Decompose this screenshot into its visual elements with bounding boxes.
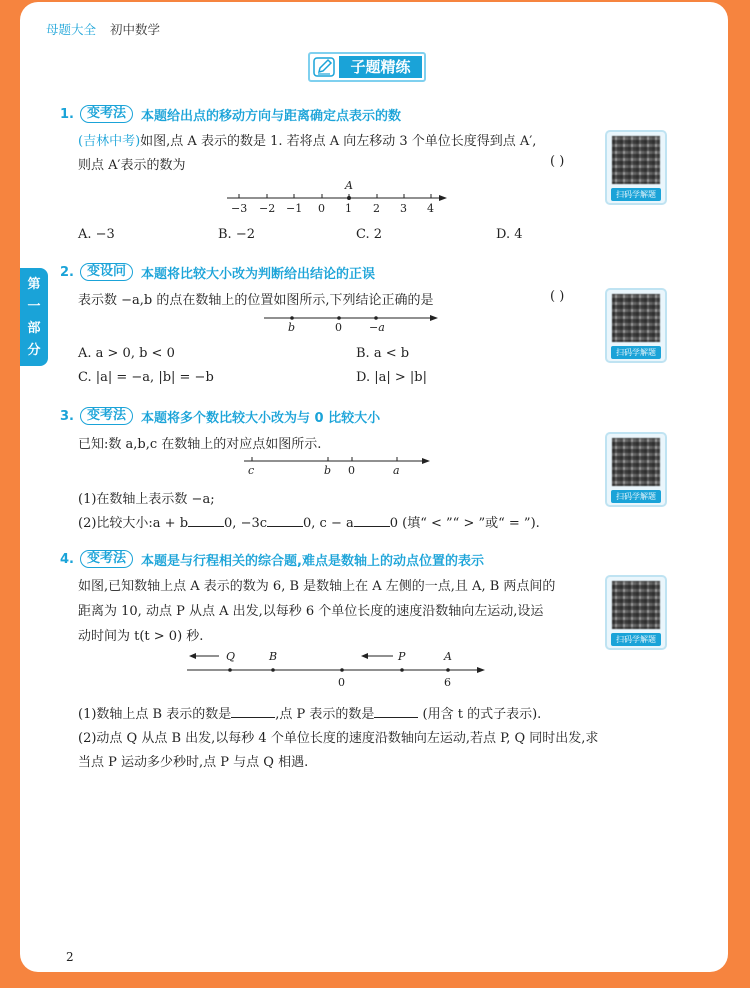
q3-title: 本题将多个数比较大小改为与 0 比较大小 [141, 410, 381, 426]
origin-label: 0 [348, 464, 355, 477]
q3-part2-a: 0, −3c [224, 516, 268, 531]
q4-line2: 距离为 10, 动点 P 从点 A 出发,以每秒 6 个单位长度的速度沿数轴向左运动,设运 [78, 604, 544, 619]
q1-option-a: A. −3 [78, 227, 115, 242]
q4-part1-a: (1)数轴上点 B 表示的数是 [78, 707, 232, 722]
point-a-dot [347, 196, 351, 200]
side-tab-char: 第 [27, 277, 41, 292]
qr-code-q2[interactable] [605, 288, 667, 363]
point-a-label: A [444, 650, 452, 663]
section-banner [308, 52, 426, 82]
running-header [46, 20, 160, 38]
point-q-label: Q [226, 650, 236, 663]
qr-code-image [612, 136, 660, 184]
q1-text-line1 [78, 130, 536, 149]
qr-code-image [612, 581, 660, 629]
q4-part2-line2: 当点 P 运动多少秒时,点 P 与点 Q 相遇. [78, 755, 309, 770]
side-tab-char: 部 [27, 321, 41, 336]
q2-option-d: D. |a| > |b| [356, 370, 427, 385]
q1-option-d: D. 4 [496, 227, 523, 242]
q3-part2-prefix: (2)比较大小:a + b [78, 516, 189, 531]
q2-title: 本题将比较大小改为判断给出结论的正误 [141, 266, 376, 282]
q1-line1: 如图,点 A 表示的数是 1. 若将点 A 向左移动 3 个单位长度得到点 A′, [140, 134, 537, 149]
answer-blank[interactable] [231, 706, 275, 718]
six-label: 6 [444, 676, 451, 689]
qr-label: 扫码学解题 [611, 346, 661, 359]
section-title: 子题精练 [339, 56, 422, 78]
page-number: 2 [66, 950, 74, 964]
qr-code-image [612, 294, 660, 342]
q2-option-a: A. a > 0, b < 0 [78, 346, 175, 361]
qr-label: 扫码学解题 [611, 188, 661, 201]
q1-option-c: C. 2 [356, 227, 383, 242]
q2-tag: 变设问 [80, 263, 133, 281]
point-a-label: A [345, 179, 353, 192]
side-tab-char: 分 [27, 343, 41, 358]
q1-tag: 变考法 [80, 105, 133, 123]
qr-label: 扫码学解题 [611, 633, 661, 646]
q1-number: 1. [60, 106, 74, 122]
q3-part2-c: 0 (填“ < ”“ > ”或“ = ”). [389, 516, 540, 531]
tick-label: 0 [318, 202, 325, 215]
qr-label: 扫码学解题 [611, 490, 661, 503]
q3-part1: (1)在数轴上表示数 −a; [78, 492, 215, 507]
q3-number: 3. [60, 408, 74, 424]
point-a-label: a [393, 464, 400, 477]
tick-label: 4 [427, 202, 434, 215]
q2-line1: 表示数 −a,b 的点在数轴上的位置如图所示,下列结论正确的是 [78, 293, 434, 308]
q4-line1: 如图,已知数轴上点 A 表示的数为 6, B 是数轴上在 A 左侧的一点,且 A, B 两点间的 [78, 579, 556, 594]
q4-part1 [78, 703, 541, 722]
answer-blank[interactable] [354, 515, 390, 527]
tick-label: 1 [345, 202, 352, 215]
q1-number-line [225, 178, 450, 218]
q4-part2-line1: (2)动点 Q 从点 B 出发,以每秒 4 个单位长度的速度沿数轴向左运动,若点 P, Q 同时出发,求 [78, 731, 599, 746]
tick-label: −2 [259, 202, 276, 215]
q3-number-line [242, 452, 434, 478]
qr-code-q1[interactable] [605, 130, 667, 205]
q1-source: (吉林中考) [78, 134, 141, 149]
origin-label: 0 [335, 321, 342, 334]
header-brand: 母题大全 [46, 22, 97, 37]
q4-number-line [185, 646, 490, 692]
q4-title: 本题是与行程相关的综合题,难点是数轴上的动点位置的表示 [141, 553, 484, 569]
answer-blank[interactable] [188, 515, 224, 527]
tick-label: −3 [231, 202, 248, 215]
qr-code-q3[interactable] [605, 432, 667, 507]
part-side-tab [20, 268, 48, 366]
point-b-label: B [269, 650, 278, 663]
q2-answer-paren: ( ) [550, 289, 565, 304]
q4-tag: 变考法 [80, 550, 133, 568]
q2-option-c: C. |a| = −a, |b| = −b [78, 370, 214, 385]
side-tab-char: 一 [27, 299, 41, 314]
header-subject: 初中数学 [110, 22, 161, 37]
q3-heading [60, 406, 380, 426]
tick-label: −1 [286, 202, 303, 215]
point-b-label: b [288, 321, 296, 334]
q4-part1-b: ,点 P 表示的数是 [275, 707, 375, 722]
qr-code-q4[interactable] [605, 575, 667, 650]
tick-label: 2 [373, 202, 380, 215]
q4-part1-c: (用含 t 的式子表示). [418, 707, 542, 722]
answer-blank[interactable] [267, 515, 303, 527]
q1-answer-paren: ( ) [550, 154, 565, 169]
q3-part2 [78, 512, 540, 531]
q2-option-b: B. a < b [356, 346, 410, 361]
tick-label: 3 [400, 202, 407, 215]
point-neg-a-label: −a [369, 321, 385, 334]
origin-label: 0 [338, 676, 345, 689]
q3-part2-b: 0, c − a [303, 516, 354, 531]
point-c-label: c [248, 464, 255, 477]
q4-number: 4. [60, 551, 74, 567]
q1-option-b: B. −2 [218, 227, 255, 242]
q1-title: 本题给出点的移动方向与距离确定点表示的数 [141, 108, 402, 124]
q3-line1: 已知:数 a,b,c 在数轴上的对应点如图所示. [78, 437, 322, 452]
point-p-label: P [398, 650, 406, 663]
q3-tag: 变考法 [80, 407, 133, 425]
answer-blank[interactable] [374, 706, 418, 718]
q4-heading [60, 549, 484, 569]
q2-number: 2. [60, 264, 74, 280]
point-b-label: b [324, 464, 332, 477]
q2-heading [60, 262, 375, 282]
q1-line2: 则点 A′表示的数为 [78, 158, 186, 173]
q4-line3: 动时间为 t(t > 0) 秒. [78, 629, 204, 644]
q2-number-line [262, 308, 442, 334]
pencil-icon [313, 57, 335, 77]
q1-heading [60, 104, 401, 124]
qr-code-image [612, 438, 660, 486]
